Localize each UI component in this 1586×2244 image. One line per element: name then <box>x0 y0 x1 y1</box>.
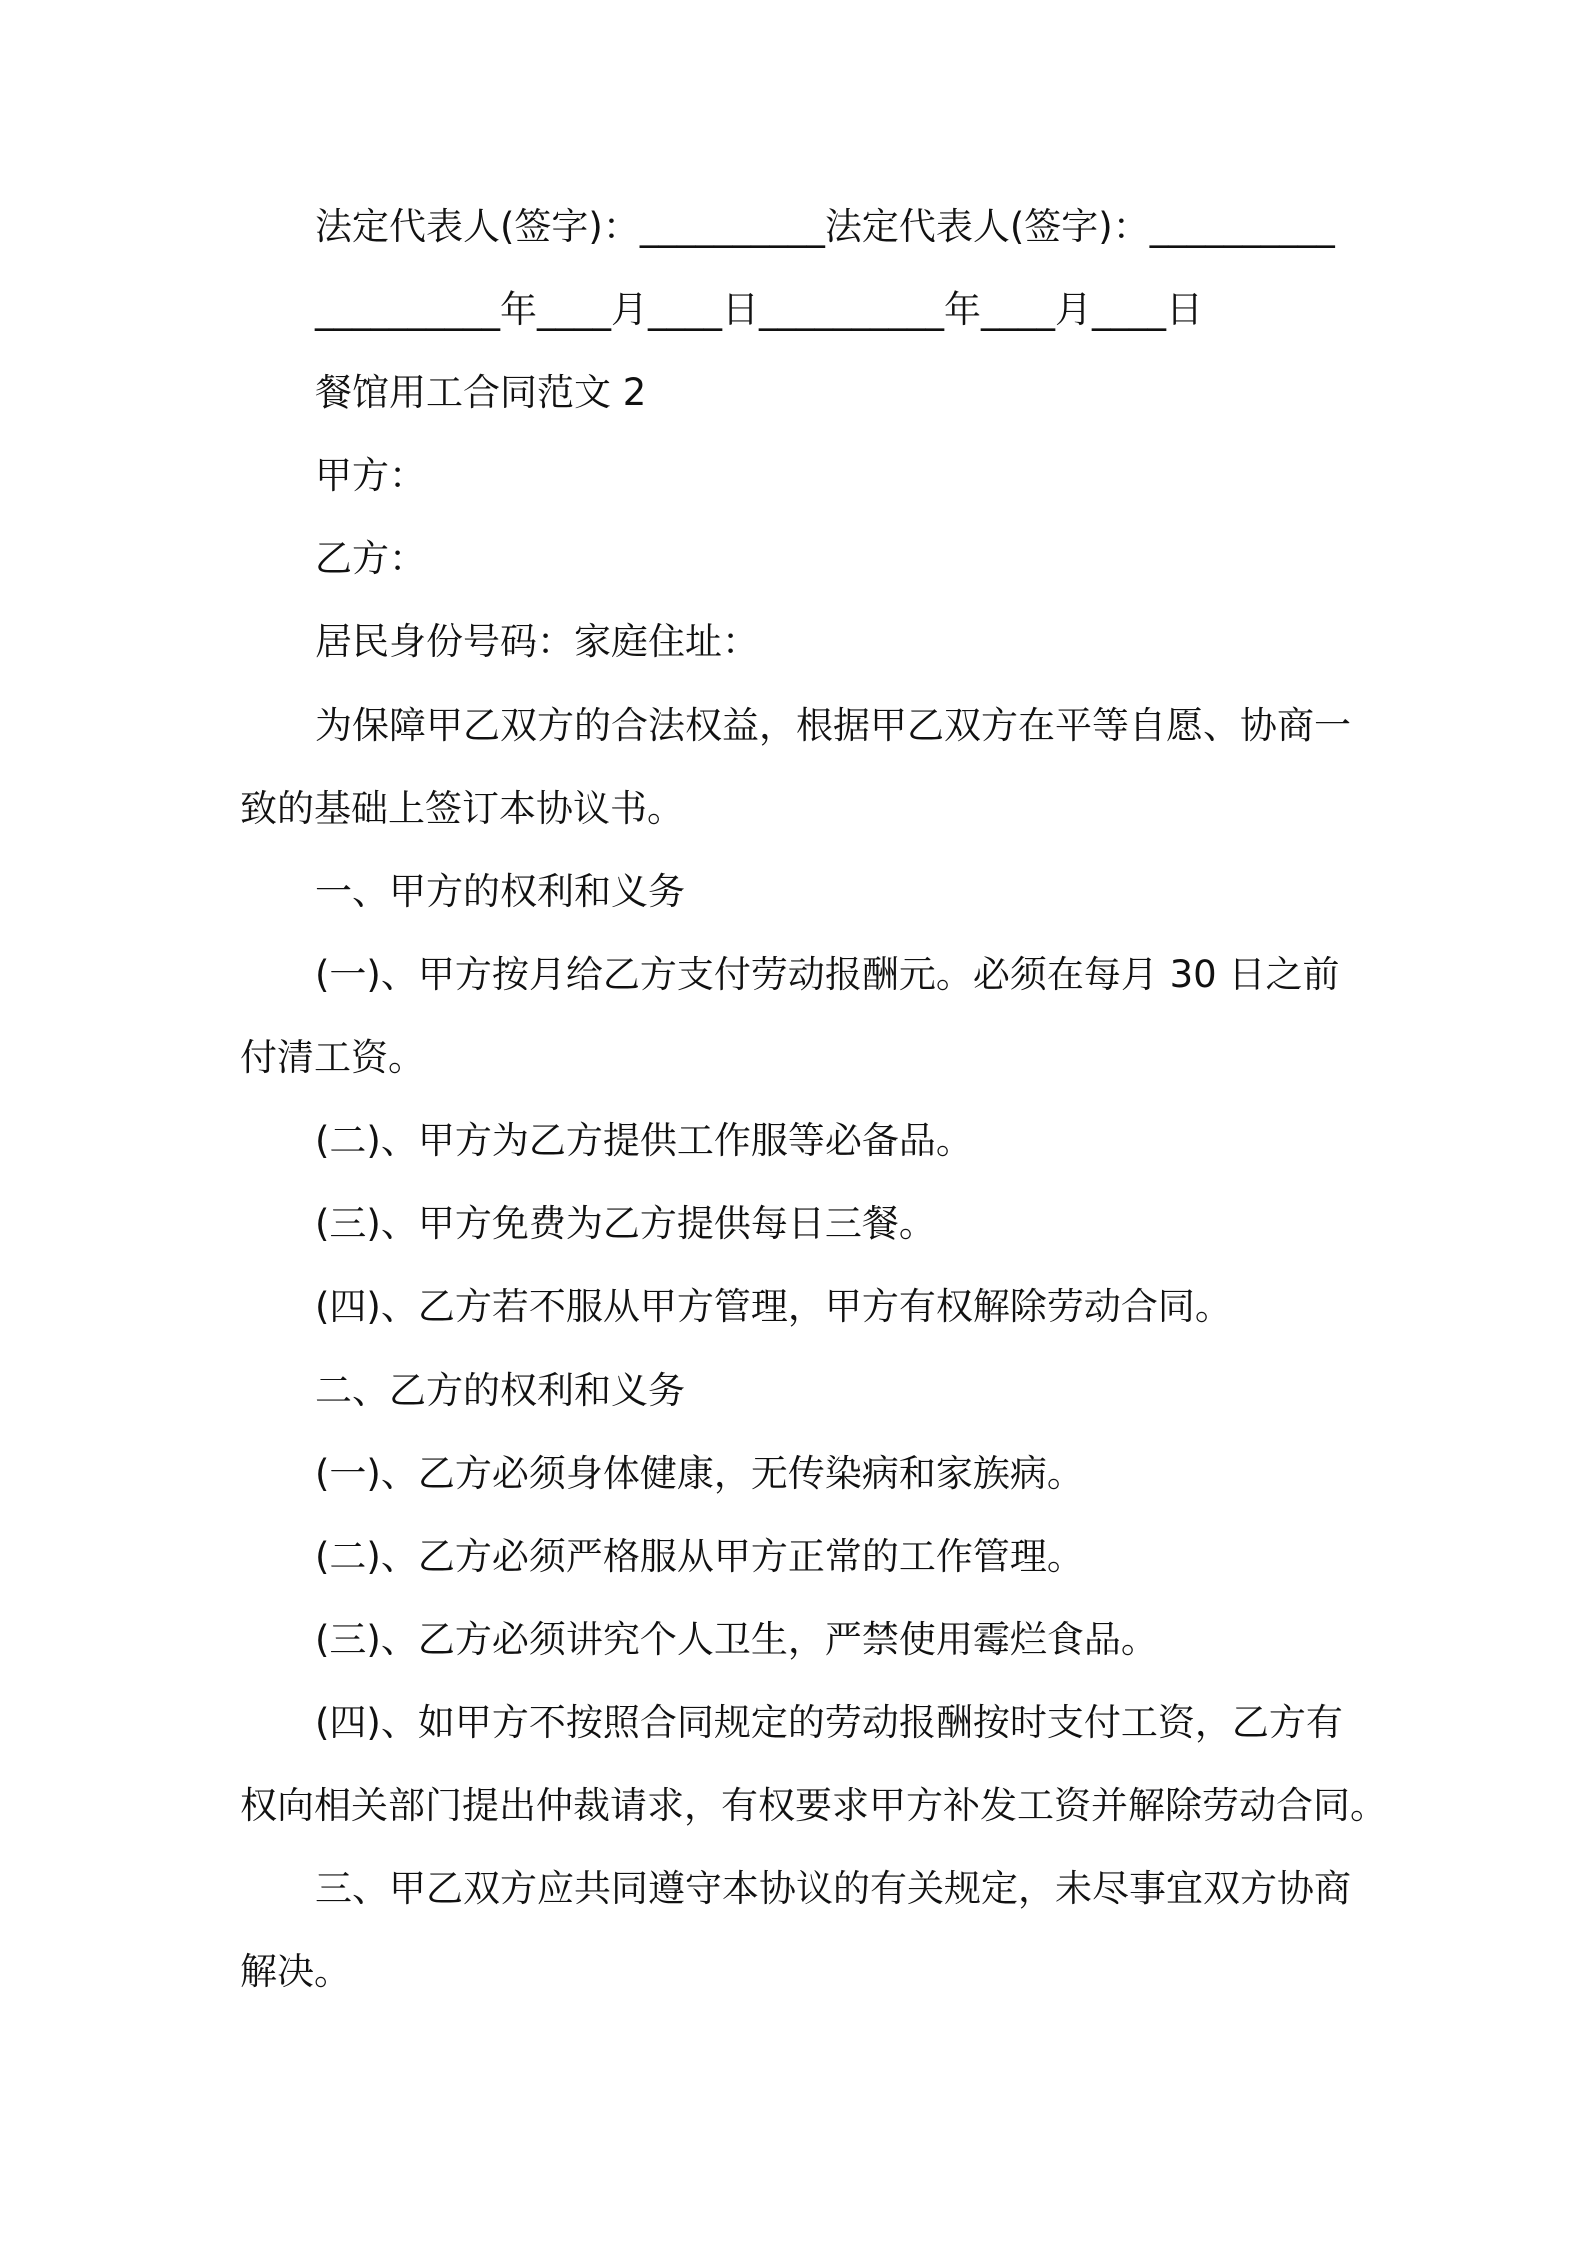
intro-line-2: 致的基础上签订本协议书。 <box>240 787 684 830</box>
part2-item2: (二)、乙方必须严格服从甲方正常的工作管理。 <box>315 1535 1084 1578</box>
part1-item2: (二)、甲方为乙方提供工作服等必备品。 <box>315 1119 973 1162</box>
part1-item1-line1: (一)、甲方按月给乙方支付劳动报酬元。必须在每月 30 日之前 <box>315 953 1340 996</box>
part3-line2: 解决。 <box>240 1950 351 1993</box>
date-line: __________年____月____日__________年____月____日 <box>315 288 1203 331</box>
part1-item1-line2: 付清工资。 <box>240 1036 425 1079</box>
part2-item4-line2: 权向相关部门提出仲裁请求，有权要求甲方补发工资并解除劳动合同。 <box>240 1784 1387 1827</box>
signature-line: 法定代表人(签字)：__________法定代表人(签字)：__________ <box>315 205 1335 248</box>
section-title: 餐馆用工合同范文 2 <box>315 371 647 414</box>
part2-heading: 二、乙方的权利和义务 <box>315 1369 685 1412</box>
id-address-line: 居民身份号码：家庭住址： <box>315 620 759 663</box>
part2-item3: (三)、乙方必须讲究个人卫生，严禁使用霉烂食品。 <box>315 1618 1158 1661</box>
party-a-label: 甲方： <box>315 454 426 497</box>
part1-item4: (四)、乙方若不服从甲方管理，甲方有权解除劳动合同。 <box>315 1285 1232 1328</box>
party-b-label: 乙方： <box>315 537 426 580</box>
intro-line-1: 为保障甲乙双方的合法权益，根据甲乙双方在平等自愿、协商一 <box>315 704 1351 747</box>
part3-line1: 三、甲乙双方应共同遵守本协议的有关规定，未尽事宜双方协商 <box>315 1867 1351 1910</box>
part2-item1: (一)、乙方必须身体健康，无传染病和家族病。 <box>315 1452 1084 1495</box>
part2-item4-line1: (四)、如甲方不按照合同规定的劳动报酬按时支付工资，乙方有 <box>315 1701 1343 1744</box>
part1-heading: 一、甲方的权利和义务 <box>315 870 685 913</box>
part1-item3: (三)、甲方免费为乙方提供每日三餐。 <box>315 1202 936 1245</box>
